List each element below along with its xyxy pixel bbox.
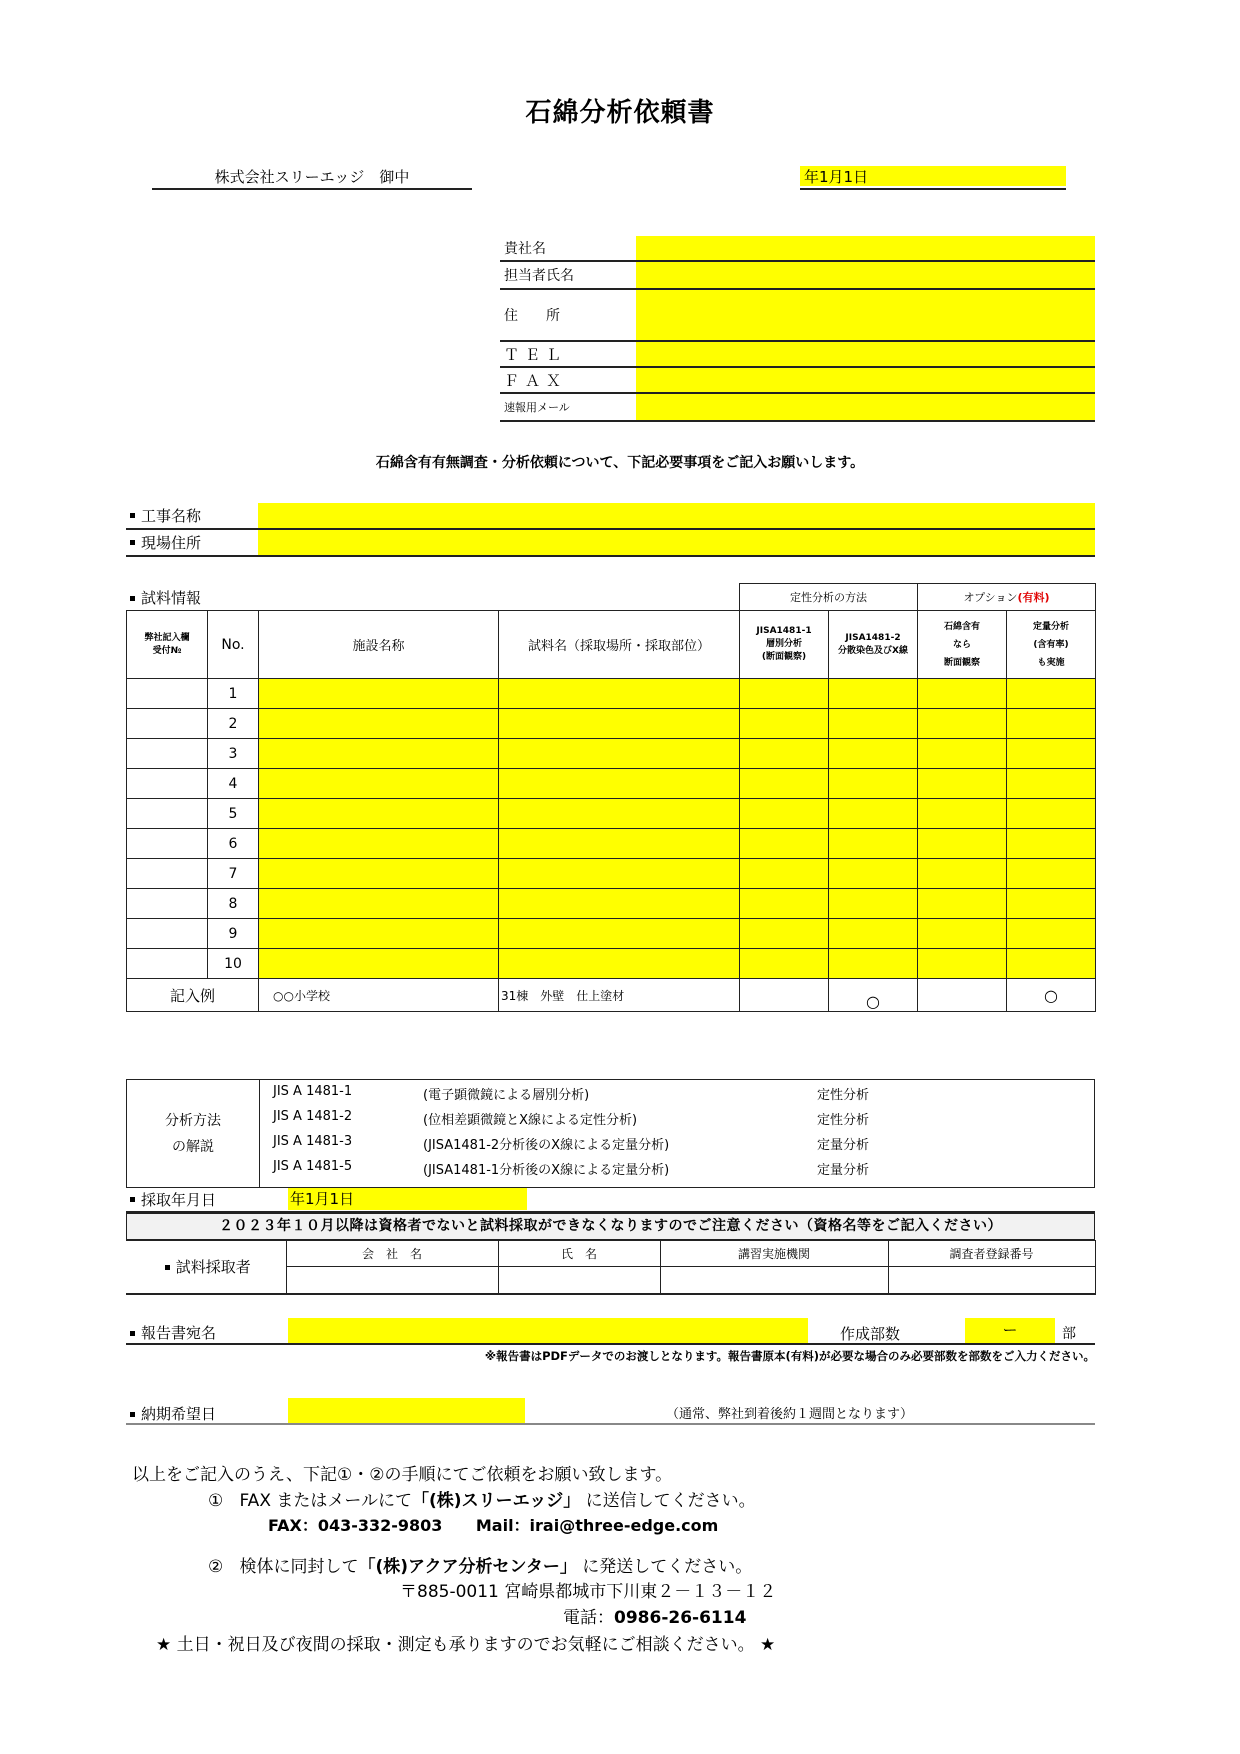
client-label: ＦＡＸ — [504, 371, 568, 390]
methods-label — [127, 1080, 260, 1187]
facility-input[interactable] — [259, 949, 499, 979]
footer-contact — [268, 1513, 718, 1536]
mail-address[interactable]: Mail：irai@three-edge.com — [475, 1516, 719, 1535]
step2-number: ② — [208, 1557, 224, 1577]
jis1-check-input[interactable] — [740, 679, 829, 709]
receipt-no-cell[interactable] — [127, 679, 208, 709]
header-line: 断面観察 — [943, 657, 980, 668]
report-addressee-input[interactable] — [288, 1318, 808, 1343]
sample-name-input[interactable] — [499, 919, 740, 949]
example-jis1 — [740, 979, 829, 1012]
methods-label-line: 分析方法 — [165, 1112, 221, 1129]
jis1-check-input[interactable] — [740, 919, 829, 949]
receipt-no-cell[interactable] — [127, 859, 208, 889]
lab-address: 〒885-0011 宮崎県都城市下川東２－１３－１２ — [400, 1582, 777, 1602]
receipt-no-cell[interactable] — [127, 739, 208, 769]
sample-row — [127, 859, 1096, 889]
sampling-date-label-wrap — [126, 1188, 288, 1211]
no-header: No. — [208, 611, 259, 679]
client-row-address — [500, 290, 1095, 342]
facility-input[interactable] — [259, 829, 499, 859]
row-number: 7 — [208, 859, 259, 889]
method-code: JIS A 1481-1 — [273, 1084, 353, 1099]
client-label: 住 所 — [504, 308, 560, 324]
step1-number: ① — [208, 1491, 224, 1511]
sample-table — [126, 610, 1096, 1012]
client-row-company — [500, 236, 1095, 262]
construction-name-label-wrap — [126, 503, 258, 528]
jis2-check-input[interactable] — [829, 889, 918, 919]
sampler-col-registration-no: 調査者登録番号 — [888, 1241, 1095, 1267]
option-section-check-input[interactable] — [918, 919, 1007, 949]
jis2-check-input[interactable] — [829, 829, 918, 859]
instruction-text: 石綿含有有無調査・分析依頼について、下記必要事項をご記入お願いします。 — [375, 455, 865, 471]
jis2-check-input[interactable] — [829, 919, 918, 949]
sample-row — [127, 769, 1096, 799]
jis1-check-input[interactable] — [740, 709, 829, 739]
method-type: 定量分析 — [817, 1138, 870, 1153]
report-note: ※報告書はPDFデータでのお渡しとなります。報告書原本(有料)が必要な場合のみ必要部数を部数をご入力ください。 — [484, 1349, 1095, 1363]
sample-name-input[interactable] — [499, 769, 740, 799]
facility-input[interactable] — [259, 679, 499, 709]
site-address-row — [126, 530, 1095, 557]
sampler-training-org-input[interactable] — [660, 1267, 888, 1294]
row-number: 4 — [208, 769, 259, 799]
example-row — [127, 979, 1096, 1012]
page-title: 石綿分析依頼書 — [525, 98, 715, 128]
delivery-row — [126, 1398, 1095, 1425]
sample-name-input[interactable] — [499, 859, 740, 889]
method-type: 定性分析 — [817, 1113, 870, 1128]
header-line: 石綿含有 — [943, 621, 980, 632]
client-row-tel — [500, 342, 1095, 368]
option-quant-check-input[interactable] — [1007, 949, 1096, 979]
facility-header: 施設名称 — [259, 611, 499, 679]
sample-name-input[interactable] — [499, 889, 740, 919]
facility-input[interactable] — [259, 889, 499, 919]
sample-row — [127, 709, 1096, 739]
header-line: (含有率) — [1033, 639, 1069, 650]
row-number: 9 — [208, 919, 259, 949]
footer-step2 — [208, 1552, 752, 1577]
address-input[interactable] — [636, 290, 1095, 340]
sampler-label-cell — [126, 1241, 286, 1294]
step1-post: に送信してください。 — [585, 1491, 756, 1511]
option-section-check-input[interactable] — [918, 859, 1007, 889]
option-section-check-input[interactable] — [918, 769, 1007, 799]
header-line: 層別分析 — [765, 639, 802, 649]
option-section-check-input[interactable] — [918, 709, 1007, 739]
jis2-check-input[interactable] — [829, 799, 918, 829]
footer-closing: ★ 土日・祝日及び夜間の採取・測定も承りますのでお気軽にご相談ください。 ★ — [156, 1635, 776, 1655]
jis1-check-input[interactable] — [740, 829, 829, 859]
jis2-check-input[interactable] — [829, 769, 918, 799]
client-label: 担当者氏名 — [504, 268, 574, 284]
client-label: ＴＥＬ — [504, 345, 568, 364]
option-section-check-input[interactable] — [918, 949, 1007, 979]
client-row-email — [500, 394, 1095, 422]
sample-table-group-header — [739, 583, 1096, 611]
example-label: 記入例 — [127, 979, 259, 1012]
row-number: 6 — [208, 829, 259, 859]
copies-label: 作成部数 — [840, 1325, 901, 1343]
row-number: 1 — [208, 679, 259, 709]
bullet-icon — [165, 1265, 170, 1270]
method-description: (JISA1481-2分析後のX線による定量分析) — [423, 1138, 670, 1153]
jis2-check-input[interactable] — [829, 859, 918, 889]
sampler-table — [126, 1240, 1096, 1295]
bullet-icon — [130, 1197, 135, 1202]
option-quant-check-input[interactable] — [1007, 799, 1096, 829]
report-row — [126, 1318, 1095, 1345]
fax-number: FAX：043-332-9803 — [268, 1516, 443, 1535]
header-line: JISA1481-1 — [756, 626, 812, 636]
sample-name-input[interactable] — [499, 949, 740, 979]
step2-post: に発送してください。 — [582, 1557, 753, 1577]
bullet-icon — [130, 1331, 135, 1336]
qualification-notice: ２０２３年１０月以降は資格者でないと試料採取ができなくなりますのでご注意ください（資格名等をご記入ください） — [126, 1213, 1095, 1240]
footer-step1 — [208, 1486, 756, 1511]
method-description: (電子顕微鏡による層別分析) — [423, 1088, 590, 1103]
jis2-check-input[interactable] — [829, 679, 918, 709]
option-paid-label: (有料) — [1017, 591, 1050, 604]
sample-row — [127, 949, 1096, 979]
client-info-block — [500, 236, 1095, 422]
example-opt1 — [918, 979, 1007, 1012]
receipt-no-cell[interactable] — [127, 769, 208, 799]
facility-input[interactable] — [259, 859, 499, 889]
jis1-check-input[interactable] — [740, 739, 829, 769]
company-name-input[interactable] — [636, 236, 1095, 260]
jis1-check-input[interactable] — [740, 859, 829, 889]
option-quant-check-input[interactable] — [1007, 679, 1096, 709]
delivery-label-wrap — [126, 1403, 216, 1424]
row-number: 5 — [208, 799, 259, 829]
facility-input[interactable] — [259, 739, 499, 769]
construction-name-row — [126, 503, 1095, 530]
sampler-label: 試料採取者 — [175, 1258, 251, 1277]
sample-table-header — [127, 611, 1096, 679]
facility-input[interactable] — [259, 709, 499, 739]
jis1-check-input[interactable] — [740, 769, 829, 799]
construction-name-label: 工事名称 — [141, 507, 202, 525]
receipt-no-cell[interactable] — [127, 889, 208, 919]
receipt-no-cell[interactable] — [127, 919, 208, 949]
option-section-check-input[interactable] — [918, 829, 1007, 859]
jis2-check-input[interactable] — [829, 709, 918, 739]
sample-row — [127, 919, 1096, 949]
example-sample-name: 31棟 外壁 仕上塗材 — [499, 979, 740, 1012]
sample-row — [127, 889, 1096, 919]
receipt-no-cell[interactable] — [127, 949, 208, 979]
sample-row — [127, 829, 1096, 859]
bullet-icon — [130, 513, 135, 518]
report-addressee-label-wrap — [126, 1322, 216, 1343]
method-code: JIS A 1481-5 — [273, 1159, 353, 1174]
sample-row — [127, 679, 1096, 709]
delivery-label: 納期希望日 — [141, 1405, 217, 1423]
phone-label: 電話： — [563, 1608, 614, 1628]
bullet-icon — [130, 1412, 135, 1417]
sampling-date-label: 採取年月日 — [141, 1191, 217, 1209]
receipt-no-cell[interactable] — [127, 709, 208, 739]
email-input[interactable] — [636, 394, 1095, 420]
option-section-check-input[interactable] — [918, 799, 1007, 829]
receipt-no-cell[interactable] — [127, 829, 208, 859]
fax-input[interactable] — [636, 368, 1095, 392]
step1-company: 「(株)スリーエッジ」 — [412, 1491, 581, 1511]
method-type: 定性分析 — [817, 1088, 870, 1103]
lab-phone — [563, 1603, 746, 1628]
addressee: 株式会社スリーエッジ 御中 — [152, 166, 472, 190]
methods-label-line: の解説 — [172, 1138, 214, 1155]
receipt-no-header — [127, 611, 208, 679]
method-code: JIS A 1481-2 — [273, 1109, 353, 1124]
option-quant-check-input[interactable] — [1007, 859, 1096, 889]
client-row-contact — [500, 262, 1095, 290]
sample-name-input[interactable] — [499, 829, 740, 859]
option-quant-check-input[interactable] — [1007, 889, 1096, 919]
header-line: なら — [952, 639, 971, 650]
option-section-check-input[interactable] — [918, 889, 1007, 919]
jis2-check-input[interactable] — [829, 739, 918, 769]
sample-name-input[interactable] — [499, 799, 740, 829]
header-line: (断面観察) — [761, 652, 807, 662]
qualitative-header: 定性分析の方法 — [740, 584, 918, 611]
row-number: 10 — [208, 949, 259, 979]
method-code: JIS A 1481-3 — [273, 1134, 353, 1149]
request-date-value: 年1月1日 — [800, 166, 1066, 186]
sample-name-input[interactable] — [499, 679, 740, 709]
jis2-header — [829, 611, 918, 679]
option-header-label: オプション — [963, 591, 1018, 604]
option-section-check-input[interactable] — [918, 679, 1007, 709]
sample-row — [127, 799, 1096, 829]
header-line: 分散染色及びX線 — [838, 645, 908, 656]
jis1-check-input[interactable] — [740, 889, 829, 919]
contact-name-input[interactable] — [636, 262, 1095, 288]
sample-name-header: 試料名（採取場所・採取部位） — [499, 611, 740, 679]
sample-name-input[interactable] — [499, 739, 740, 769]
copies-unit: 部 — [1062, 1326, 1076, 1342]
method-description: (JISA1481-1分析後のX線による定量分析) — [423, 1163, 670, 1178]
option-quant-check-input[interactable] — [1007, 739, 1096, 769]
option-quant-header — [1007, 611, 1096, 679]
method-type: 定量分析 — [817, 1163, 870, 1178]
facility-input[interactable] — [259, 769, 499, 799]
facility-input[interactable] — [259, 919, 499, 949]
receipt-no-cell[interactable] — [127, 799, 208, 829]
row-number: 2 — [208, 709, 259, 739]
option-section-header — [918, 611, 1007, 679]
option-quant-check-input[interactable] — [1007, 919, 1096, 949]
site-address-label-wrap — [126, 530, 258, 555]
example-jis2: ○ — [829, 979, 918, 1012]
site-address-label: 現場住所 — [141, 534, 202, 552]
facility-input[interactable] — [259, 799, 499, 829]
sample-info-label-wrap — [126, 587, 201, 608]
sample-row — [127, 739, 1096, 769]
bullet-icon — [130, 596, 135, 601]
jis2-check-input[interactable] — [829, 949, 918, 979]
option-header — [918, 584, 1096, 611]
example-facility: ○○小学校 — [259, 979, 499, 1012]
step1-pre: FAX またはメールにて — [239, 1491, 413, 1511]
client-row-fax — [500, 368, 1095, 394]
jis1-header — [740, 611, 829, 679]
method-description: (位相差顕微鏡とX線による定性分析) — [423, 1113, 638, 1128]
option-quant-check-input[interactable] — [1007, 709, 1096, 739]
header-line: 弊社記入欄 — [144, 632, 190, 643]
sampler-registration-input[interactable] — [888, 1267, 1095, 1294]
tel-input[interactable] — [636, 342, 1095, 366]
jis1-check-input[interactable] — [740, 799, 829, 829]
report-addressee-label: 報告書宛名 — [141, 1324, 217, 1342]
header-line: も実施 — [1037, 657, 1065, 668]
sampler-name-input[interactable] — [498, 1267, 660, 1294]
option-section-check-input[interactable] — [918, 739, 1007, 769]
phone-number: 0986-26-6114 — [614, 1608, 747, 1628]
site-address-input[interactable] — [258, 530, 1095, 555]
jis1-check-input[interactable] — [740, 949, 829, 979]
header-line: JISA1481-2 — [845, 632, 901, 643]
header-line: 受付№ — [152, 645, 182, 656]
step2-pre: 検体に同封して — [239, 1557, 359, 1577]
sampler-col-name: 氏 名 — [498, 1241, 660, 1267]
option-quant-check-input[interactable] — [1007, 829, 1096, 859]
step2-company: 「(株)アクア分析センター」 — [358, 1557, 577, 1577]
row-number: 8 — [208, 889, 259, 919]
request-date-field[interactable] — [800, 166, 1066, 190]
client-label: 貴社名 — [504, 241, 546, 257]
methods-explanation — [126, 1079, 1095, 1188]
sampling-date-input[interactable]: 年1月1日 — [288, 1188, 527, 1210]
bullet-icon — [130, 540, 135, 545]
sampler-col-company: 会 社 名 — [286, 1241, 498, 1267]
sampler-col-training-org: 講習実施機関 — [660, 1241, 888, 1267]
example-opt2: ○ — [1007, 979, 1096, 1012]
copies-input[interactable]: ー — [965, 1318, 1055, 1343]
footer-intro: 以上をご記入のうえ、下記①・②の手順にてご依頼をお願い致します。 — [132, 1465, 673, 1485]
sample-name-input[interactable] — [499, 709, 740, 739]
sampling-date-row — [126, 1188, 1095, 1213]
delivery-date-input[interactable] — [288, 1398, 525, 1423]
client-label: 速報用メール — [504, 401, 570, 414]
option-quant-check-input[interactable] — [1007, 769, 1096, 799]
delivery-note: （通常、弊社到着後約１週間となります） — [666, 1407, 914, 1422]
construction-name-input[interactable] — [258, 503, 1095, 528]
header-line: 定量分析 — [1032, 621, 1069, 632]
row-number: 3 — [208, 739, 259, 769]
sample-info-label: 試料情報 — [141, 589, 202, 607]
sampler-company-input[interactable] — [286, 1267, 498, 1294]
